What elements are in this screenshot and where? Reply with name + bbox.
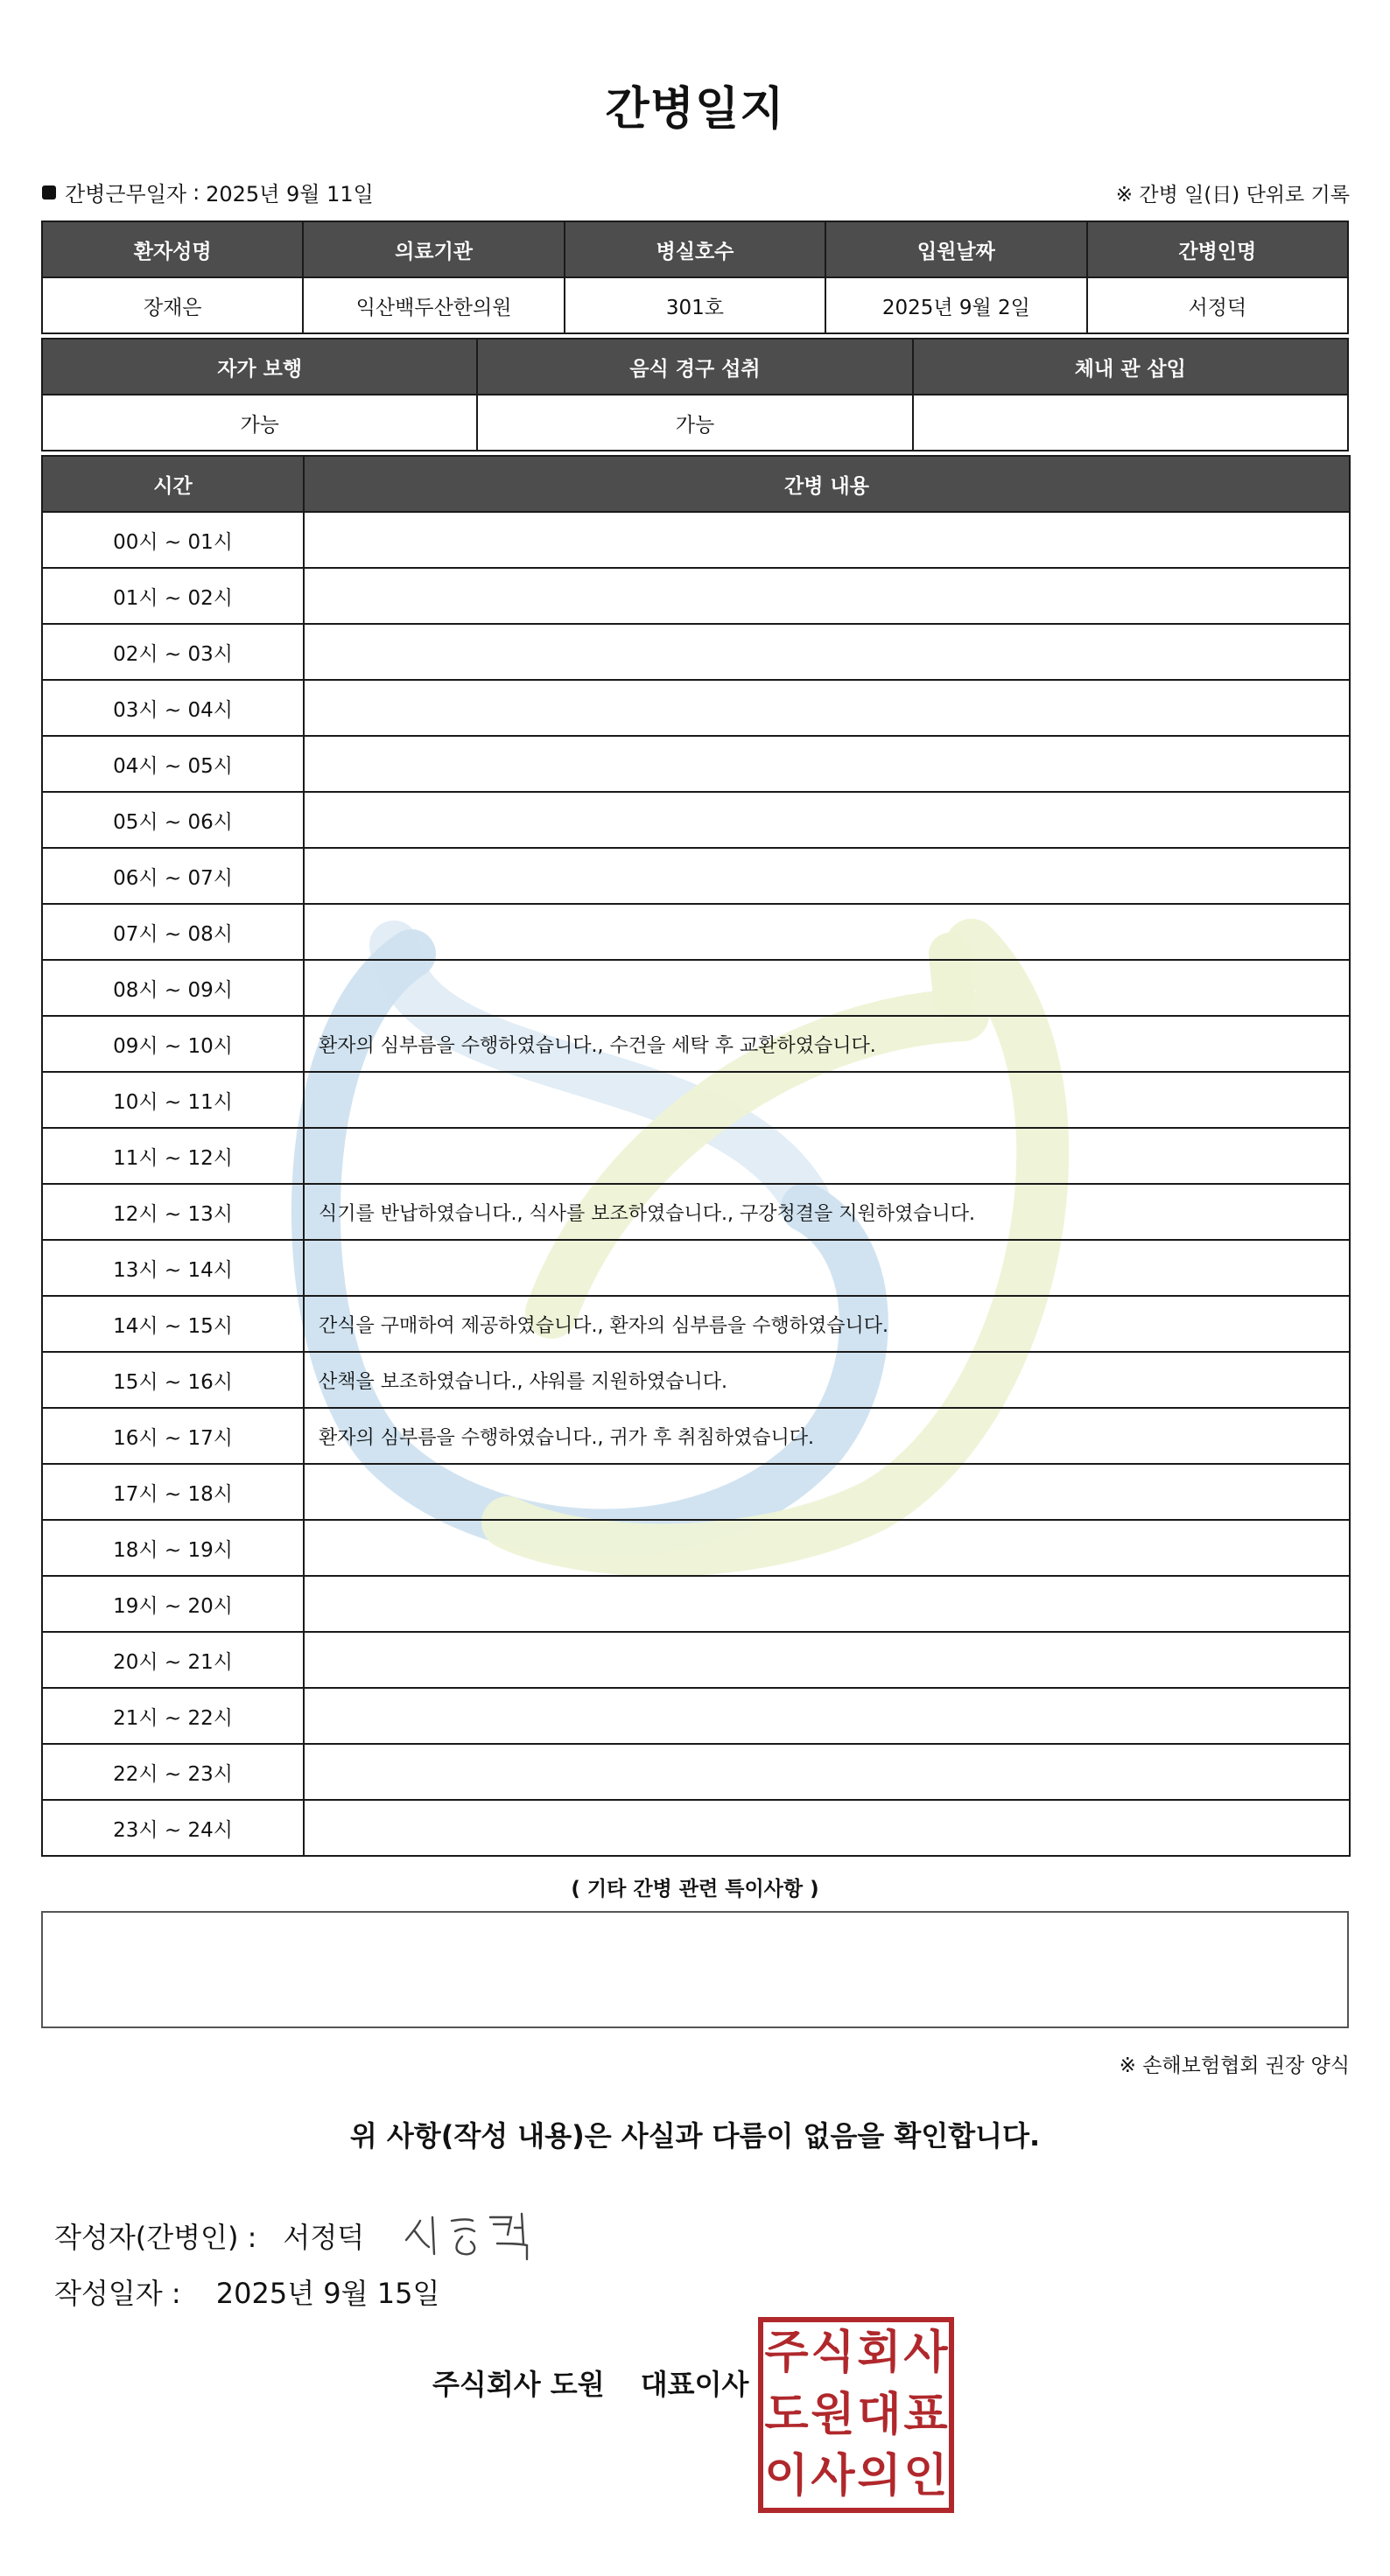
company-signature-line: [432, 2362, 748, 2403]
log-header-time: 시간: [42, 456, 304, 512]
table-row: [42, 1296, 1350, 1352]
info-header: 병실호수: [565, 221, 825, 277]
care-content: [304, 1744, 1350, 1800]
time-slot: 06시 ~ 07시: [42, 848, 304, 904]
table-row: [42, 1464, 1350, 1520]
time-slot: 00시 ~ 01시: [42, 512, 304, 568]
time-slot: 14시 ~ 15시: [42, 1296, 304, 1352]
room-number: 301호: [565, 277, 825, 333]
log-header-content: 간병 내용: [304, 456, 1350, 512]
written-date-label: 작성일자 :: [54, 2277, 181, 2310]
time-slot: 07시 ~ 08시: [42, 904, 304, 960]
form-source-note: ※ 손해보험협회 권장 양식: [1119, 2054, 1350, 2077]
page-title: 간병일지: [605, 83, 785, 136]
care-content: [304, 1688, 1350, 1744]
info-header: 입원날짜: [825, 221, 1086, 277]
table-row: [42, 568, 1350, 624]
table-row: [42, 1688, 1350, 1744]
care-content: [304, 848, 1350, 904]
table-row: [42, 1240, 1350, 1296]
time-slot: 19시 ~ 20시: [42, 1576, 304, 1632]
company-seal-stamp: [758, 2317, 954, 2513]
care-content: [304, 904, 1350, 960]
time-slot: 23시 ~ 24시: [42, 1800, 304, 1856]
writer-row: [54, 2205, 548, 2266]
time-slot: 08시 ~ 09시: [42, 960, 304, 1016]
care-content: [304, 568, 1350, 624]
seal-row-1: 주 식 회 사: [764, 2327, 948, 2379]
time-slot: 02시 ~ 03시: [42, 624, 304, 680]
time-slot: 10시 ~ 11시: [42, 1072, 304, 1128]
record-unit-note: ※ 간병 일(日) 단위로 기록: [1115, 184, 1350, 206]
caregiver-name: 서정덕: [1087, 277, 1348, 333]
time-slot: 17시 ~ 18시: [42, 1464, 304, 1520]
care-content: [304, 512, 1350, 568]
care-content: [304, 1072, 1350, 1128]
time-slot: 20시 ~ 21시: [42, 1632, 304, 1688]
tube-insertion-value: [913, 395, 1348, 451]
patient-info-table: [41, 220, 1349, 334]
table-row: [42, 1128, 1350, 1184]
table-row: [42, 1744, 1350, 1800]
info-header: 환자성명: [42, 221, 303, 277]
time-slot: 18시 ~ 19시: [42, 1520, 304, 1576]
writer-name: 서정덕: [283, 2221, 365, 2254]
table-row: [42, 680, 1350, 736]
work-date-row: [42, 177, 374, 207]
table-row: [42, 960, 1350, 1016]
work-date-label: 간병근무일자: [65, 182, 187, 206]
care-content: 환자의 심부름을 수행하였습니다., 수건을 세탁 후 교환하였습니다.: [304, 1016, 1350, 1072]
care-content: 간식을 구매하여 제공하였습니다., 환자의 심부름을 수행하였습니다.: [304, 1296, 1350, 1352]
status-header: 음식 경구 섭취: [477, 339, 912, 395]
care-content: [304, 1520, 1350, 1576]
time-slot: 03시 ~ 04시: [42, 680, 304, 736]
time-slot: 16시 ~ 17시: [42, 1408, 304, 1464]
table-row: [42, 512, 1350, 568]
table-row: [42, 792, 1350, 848]
table-row: [42, 1800, 1350, 1856]
medical-institution: 익산백두산한의원: [303, 277, 564, 333]
time-slot: 04시 ~ 05시: [42, 736, 304, 792]
care-content: [304, 680, 1350, 736]
time-slot: 01시 ~ 02시: [42, 568, 304, 624]
remarks-box: [41, 1911, 1349, 2028]
handwritten-signature: [399, 2205, 548, 2266]
table-row: [42, 624, 1350, 680]
care-content: [304, 960, 1350, 1016]
care-content: 식기를 반납하였습니다., 식사를 보조하였습니다., 구강청결을 지원하였습니다.: [304, 1184, 1350, 1240]
bullet-square-icon: [42, 186, 56, 200]
care-content: [304, 624, 1350, 680]
time-slot: 09시 ~ 10시: [42, 1016, 304, 1072]
table-row: [42, 1016, 1350, 1072]
table-row: [42, 848, 1350, 904]
representative-title: 대표이사: [640, 2368, 749, 2401]
writer-label: 작성자(간병인) :: [54, 2221, 257, 2254]
oral-intake-value: 가능: [477, 395, 912, 451]
care-content: [304, 1576, 1350, 1632]
care-content: [304, 736, 1350, 792]
work-date-value: 2025년 9월 11일: [206, 182, 374, 206]
care-log-table: [41, 455, 1351, 1857]
table-row: [42, 1072, 1350, 1128]
care-content: [304, 792, 1350, 848]
table-row: [42, 1408, 1350, 1464]
table-row: [42, 1352, 1350, 1408]
time-slot: 11시 ~ 12시: [42, 1128, 304, 1184]
written-date-value: 2025년 9월 15일: [215, 2277, 440, 2310]
time-slot: 13시 ~ 14시: [42, 1240, 304, 1296]
care-content: [304, 1240, 1350, 1296]
table-row: [42, 1632, 1350, 1688]
admission-date: 2025년 9월 2일: [825, 277, 1086, 333]
time-slot: 21시 ~ 22시: [42, 1688, 304, 1744]
table-row: [42, 1184, 1350, 1240]
time-slot: 12시 ~ 13시: [42, 1184, 304, 1240]
status-header: 자가 보행: [42, 339, 477, 395]
confirmation-statement: 위 사항(작성 내용)은 사실과 다름이 없음을 확인합니다.: [349, 2119, 1041, 2152]
patient-name: 장재은: [42, 277, 303, 333]
remarks-title: ( 기타 간병 관련 특이사항 ): [571, 1878, 819, 1900]
self-walking-value: 가능: [42, 395, 477, 451]
time-slot: 15시 ~ 16시: [42, 1352, 304, 1408]
written-date-row: [54, 2272, 439, 2312]
info-header: 의료기관: [303, 221, 564, 277]
time-slot: 05시 ~ 06시: [42, 792, 304, 848]
care-content: 산책을 보조하였습니다., 샤워를 지원하였습니다.: [304, 1352, 1350, 1408]
table-row: [42, 736, 1350, 792]
seal-row-3: 이 사 의 인: [764, 2450, 948, 2503]
work-date-separator: :: [193, 179, 200, 205]
table-row: [42, 904, 1350, 960]
info-header: 간병인명: [1087, 221, 1348, 277]
time-slot: 22시 ~ 23시: [42, 1744, 304, 1800]
table-row: [42, 1576, 1350, 1632]
seal-row-2: 도 원 대 표: [764, 2388, 948, 2441]
care-content: [304, 1800, 1350, 1856]
status-header: 체내 관 삽입: [913, 339, 1348, 395]
care-content: 환자의 심부름을 수행하였습니다., 귀가 후 취침하였습니다.: [304, 1408, 1350, 1464]
company-name: 주식회사 도원: [432, 2368, 605, 2401]
patient-status-table: [41, 338, 1349, 452]
care-content: [304, 1464, 1350, 1520]
table-row: [42, 1520, 1350, 1576]
care-content: [304, 1632, 1350, 1688]
care-content: [304, 1128, 1350, 1184]
